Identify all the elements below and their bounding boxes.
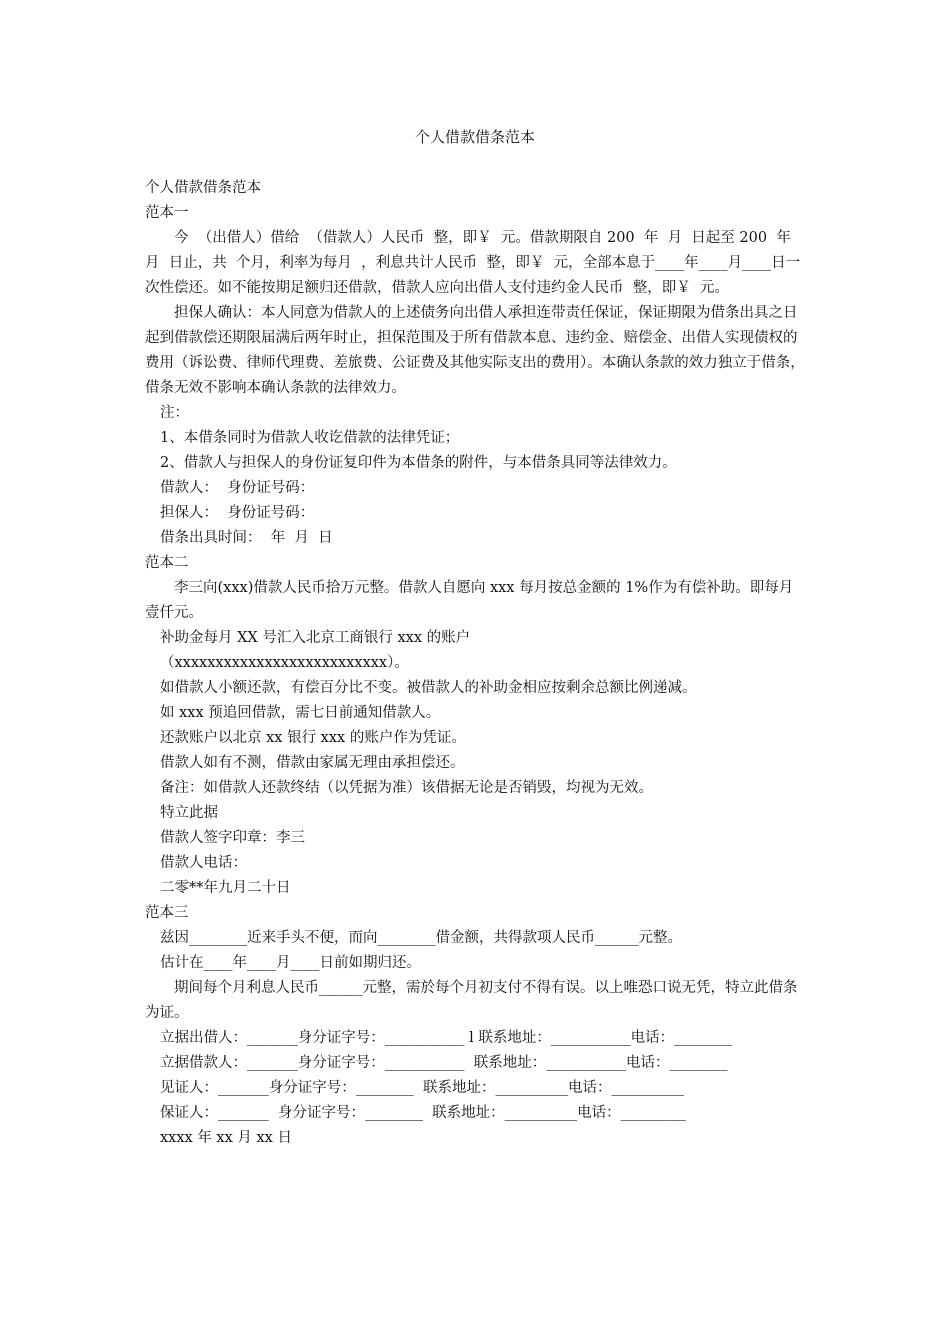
sample-three-date: xxxx 年 xx 月 xx 日 bbox=[160, 1130, 292, 1146]
sample-two-section bbox=[145, 551, 805, 901]
sample-one-heading: 范本一 bbox=[145, 205, 189, 221]
page-title: 个人借款借条范本 bbox=[414, 128, 535, 146]
document-body bbox=[145, 176, 805, 1151]
sample-three-section bbox=[145, 901, 805, 1151]
sample-two-line: （xxxxxxxxxxxxxxxxxxxxxxxxxx）。 bbox=[160, 655, 409, 671]
sample-one-loan-terms: 今 （出借人）借给 （借款人）人民币 整，即￥ 元。借款期限自 200 年 月 日起至 200 年 月 日止，共 个月，利率为每月 ，利息共计人民币 整，即￥ 元，全部本息于____年____月____日一次性偿还。如不能按期足额归还借款，借款人应向出借人支付违约金人民币 整，即￥ 元。 bbox=[145, 230, 801, 296]
sample-three-guarantor-line: 保证人：_______ 身分证字号：________ 联系地址：__________电话：_________ bbox=[160, 1105, 686, 1121]
sample-two-date: 二零**年九月二十日 bbox=[160, 880, 291, 896]
sample-two-line: 如借款人小额还款，有偿百分比不变。被借款人的补助金相应按剩余总额比例递减。 bbox=[160, 680, 697, 696]
sample-one-borrower-id-line: 借款人： 身份证号码： bbox=[160, 480, 315, 496]
sample-three-lender-line: 立据出借人：_______身分证字号：___________ l 联系地址：___________电话：________ bbox=[160, 1030, 733, 1046]
sample-two-signature-line: 借款人签字印章：李三 bbox=[160, 830, 305, 846]
sample-two-line: 如 xxx 预追回借款，需七日前通知借款人。 bbox=[160, 705, 441, 721]
sample-two-phone-line: 借款人电话： bbox=[160, 855, 247, 871]
sample-one-guarantor-confirmation: 担保人确认：本人同意为借款人的上述债务向出借人承担连带责任保证，保证期限为借条出具之日起到借款偿还期限届满后两年时止，担保范围及于所有借款本息、违约金、赔偿金、出借人实现债权的费用（诉讼费、律师代理费、差旅费、公证费及其他实际支出的费用）。本确认条款的效力独立于借条，借条无效不影响本确认条款的法律效力。 bbox=[145, 305, 805, 396]
sample-three-witness-line: 见证人：_______身分证字号：________ 联系地址：__________电话：__________ bbox=[160, 1080, 684, 1096]
sample-two-loan-terms: 李三向(xxx)借款人民币拾万元整。借款人自愿向 xxx 每月按总金额的 1%作为有偿补助。即每月壹仟元。 bbox=[145, 580, 794, 621]
sample-one-note-label: 注： bbox=[160, 405, 189, 421]
sample-one-note-1: 1、本借条同时为借款人收讫借款的法律凭证； bbox=[160, 430, 460, 446]
sample-three-signatories bbox=[145, 1026, 805, 1126]
sample-three-line: 兹因________近来手头不便，而向________借金额，共得款项人民币______元整。 bbox=[160, 930, 682, 946]
sample-three-interest-terms: 期间每个月利息人民币______元整，需於每个月初支付不得有误。以上唯恐口说无凭，特立此借条为证。 bbox=[145, 980, 798, 1021]
sample-two-line: 特立此据 bbox=[160, 805, 218, 821]
sample-two-line: 借款人如有不测，借款由家属无理由承担偿还。 bbox=[160, 755, 465, 771]
sample-two-line: 备注：如借款人还款终结（以凭据为准）该借据无论是否销毁，均视为无效。 bbox=[160, 780, 653, 796]
sample-three-borrower-line: 立据借款人：_______身分证字号：___________ 联系地址：___________电话：________ bbox=[160, 1055, 728, 1071]
sample-one-section bbox=[145, 201, 805, 551]
sample-three-line: 估计在____年____月____日前如期归还。 bbox=[160, 955, 421, 971]
document-subtitle: 个人借款借条范本 bbox=[145, 180, 261, 196]
sample-one-guarantor-id-line: 担保人： 身份证号码： bbox=[160, 505, 315, 521]
sample-two-heading: 范本二 bbox=[145, 555, 189, 571]
sample-one-note-2: 2、借款人与担保人的身份证复印件为本借条的附件，与本借条具同等法律效力。 bbox=[160, 455, 677, 471]
sample-three-heading: 范本三 bbox=[145, 905, 189, 921]
sample-two-line: 补助金每月 XX 号汇入北京工商银行 xxx 的账户 bbox=[160, 630, 471, 646]
sample-two-line: 还款账户以北京 xx 银行 xxx 的账户作为凭证。 bbox=[160, 730, 466, 746]
sample-one-date-line: 借条出具时间： 年 月 日 bbox=[160, 530, 333, 546]
